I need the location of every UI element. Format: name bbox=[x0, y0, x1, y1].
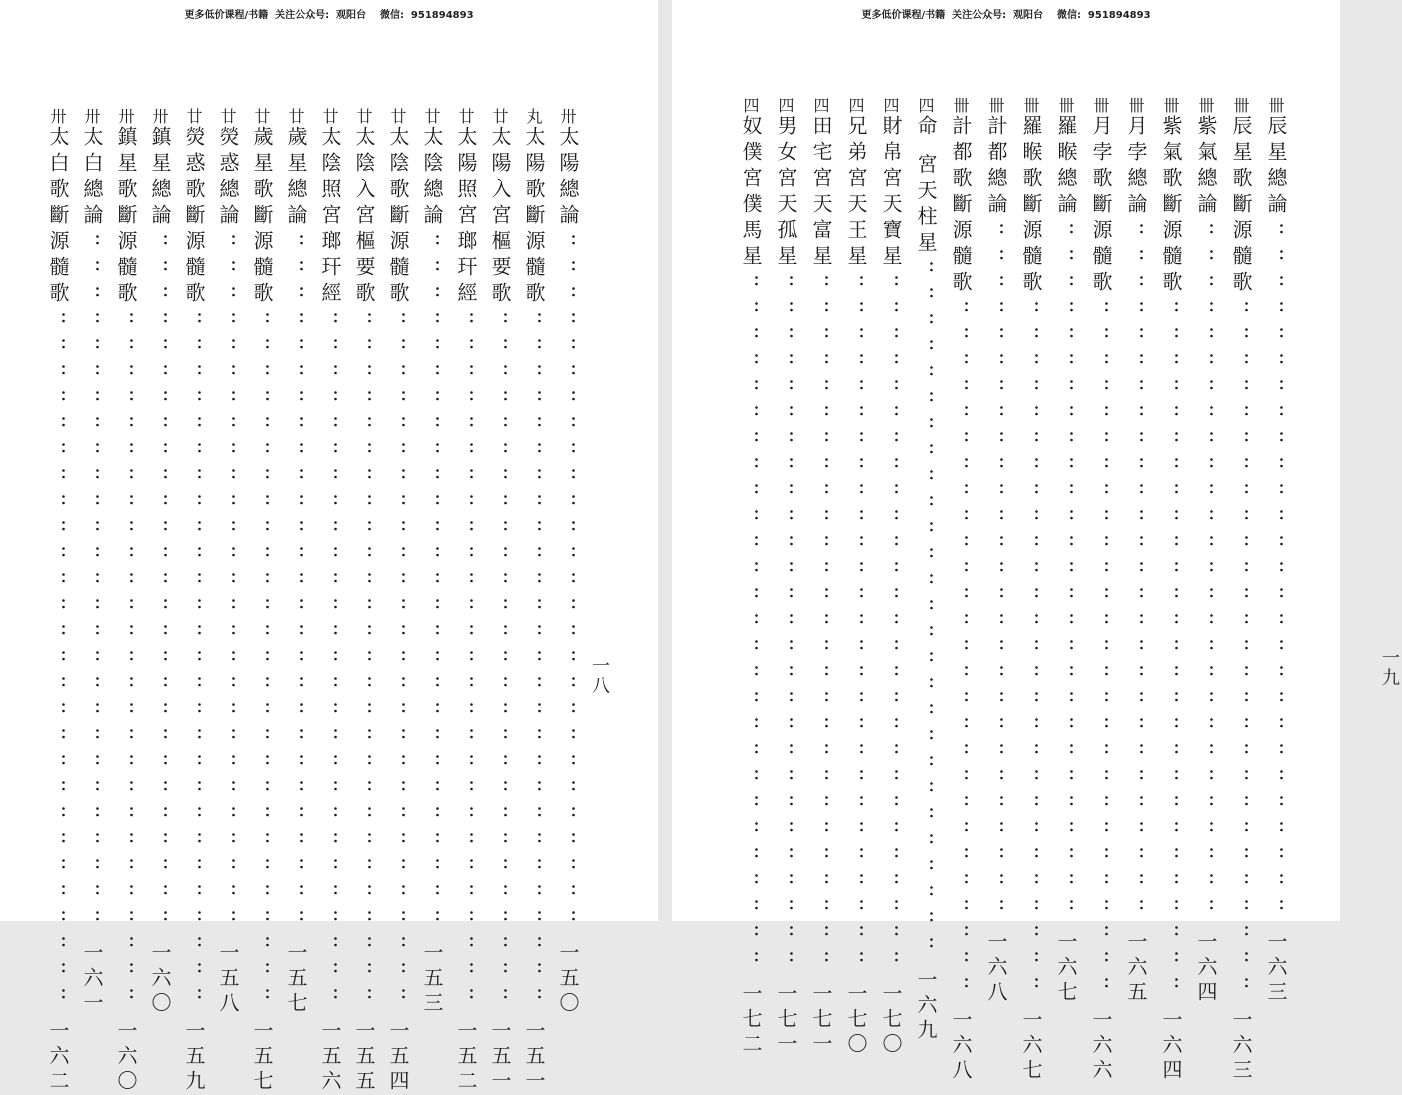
entry-title: 太白歌斷源髓歌 bbox=[46, 126, 70, 308]
entry-page-number: 一五七 bbox=[284, 942, 308, 1017]
toc-entry bbox=[773, 96, 799, 1058]
entry-title: 辰星歌斷源髓歌 bbox=[1229, 115, 1253, 297]
toc-entry bbox=[521, 107, 547, 1095]
entry-number: 卅 bbox=[50, 107, 66, 126]
entry-title: 太陰照宮瑯玕經 bbox=[318, 126, 342, 308]
entry-number: 廿 bbox=[424, 107, 440, 126]
dot-leader: ：：：：：：：：：：：：：：：：：：：：：：：：：：： bbox=[423, 234, 442, 936]
toc-entry bbox=[45, 107, 71, 1095]
dot-leader: ：：：：：：：：：：：：：：：：：：：：：：：：：：： bbox=[1022, 301, 1041, 1003]
dot-leader: ：：：：：：：：：：：：：：：：：：：：：：：：：：： bbox=[1232, 301, 1251, 1003]
entry-page-number: 一五九 bbox=[182, 1020, 206, 1095]
entry-page-number: 一六七 bbox=[1054, 931, 1078, 1006]
entry-number: 廿 bbox=[322, 107, 338, 126]
page-header: 更多低价课程/书籍 关注公众号: 观阳台 微信: 951894893 bbox=[184, 10, 474, 21]
entry-number: 卅 bbox=[84, 107, 100, 126]
dot-leader: ：：：：：：：：：：：：：：：：：：：：：：：：：：： bbox=[457, 312, 476, 1014]
entry-title: 羅睺歌斷源髓歌 bbox=[1019, 115, 1043, 297]
entry-page-number: 一七二 bbox=[739, 983, 763, 1058]
toc-entry bbox=[1158, 96, 1184, 1084]
dot-leader: ：：：：：：：：：：：：：：：：：：：：：：：：：：： bbox=[219, 234, 238, 936]
entry-title: 鎮星總論 bbox=[148, 126, 172, 230]
dot-leader: ：：：：：：：：：：：：：：：：：：：：：：：：：：： bbox=[117, 312, 136, 1014]
entry-page-number: 一六〇 bbox=[114, 1020, 138, 1095]
entry-page-number: 一五八 bbox=[216, 942, 240, 1017]
entry-page-number: 一七一 bbox=[774, 983, 798, 1058]
toc-entry bbox=[1088, 96, 1114, 1084]
entry-page-number: 一六四 bbox=[1194, 931, 1218, 1006]
entry-number: 卅 bbox=[152, 107, 168, 126]
dot-leader: ：：：：：：：：：：：：：：：：：：：：：：：：：：： bbox=[917, 261, 936, 964]
dot-leader: ：：：：：：：：：：：：：：：：：：：：：：：：：：： bbox=[83, 234, 102, 936]
page-number: 一八 bbox=[589, 656, 610, 696]
dot-leader: ：：：：：：：：：：：：：：：：：：：：：：：：：：： bbox=[1162, 301, 1181, 1003]
entry-title: 太陰入宮樞要歌 bbox=[352, 126, 376, 308]
entry-number: 丸 bbox=[526, 107, 542, 126]
entry-number: 四 bbox=[883, 96, 899, 115]
entry-title: 太陽總論 bbox=[556, 126, 580, 230]
dot-leader: ：：：：：：：：：：：：：：：：：：：：：：：：：：： bbox=[742, 275, 761, 977]
entry-number: 卌 bbox=[988, 96, 1004, 115]
toc-entry bbox=[1228, 96, 1254, 1084]
toc-entry bbox=[419, 107, 445, 1017]
entry-title: 羅睺總論 bbox=[1054, 115, 1078, 219]
dot-leader: ：：：：：：：：：：：：：：：：：：：：：：：：：：： bbox=[525, 312, 544, 1014]
toc-entry bbox=[1123, 96, 1149, 1006]
entry-page-number: 一五〇 bbox=[556, 942, 580, 1017]
toc-entry bbox=[878, 96, 904, 1058]
toc-entry bbox=[113, 107, 139, 1095]
entry-number: 卌 bbox=[1128, 96, 1144, 115]
entry-number: 廿 bbox=[254, 107, 270, 126]
entry-number: 卌 bbox=[1233, 96, 1249, 115]
entry-page-number: 一六三 bbox=[1264, 931, 1288, 1006]
entry-title: 紫氣總論 bbox=[1194, 115, 1218, 219]
entry-page-number: 一六九 bbox=[914, 969, 938, 1045]
dot-leader: ：：：：：：：：：：：：：：：：：：：：：：：：：：： bbox=[559, 234, 578, 936]
entry-page-number: 一五七 bbox=[250, 1020, 274, 1095]
entry-title: 財帛宮天寶星 bbox=[879, 115, 903, 271]
dot-leader: ：：：：：：：：：：：：：：：：：：：：：：：：：：： bbox=[1057, 223, 1076, 925]
entry-title: 奴僕宮僕馬星 bbox=[739, 115, 763, 271]
entry-title: 男女宮天孤星 bbox=[774, 115, 798, 271]
entry-page-number: 一六八 bbox=[949, 1009, 973, 1084]
entry-number: 卌 bbox=[1058, 96, 1074, 115]
entry-page-number: 一五三 bbox=[420, 942, 444, 1017]
dot-leader: ：：：：：：：：：：：：：：：：：：：：：：：：：：： bbox=[253, 312, 272, 1014]
entry-title: 辰星總論 bbox=[1264, 115, 1288, 219]
entry-page-number: 一六一 bbox=[80, 942, 104, 1017]
toc-entry bbox=[181, 107, 207, 1095]
entry-page-number: 一五二 bbox=[454, 1020, 478, 1095]
entry-title: 鎮星歌斷源髓歌 bbox=[114, 126, 138, 308]
entry-number: 四 bbox=[813, 96, 829, 115]
entry-page-number: 一六三 bbox=[1229, 1009, 1253, 1084]
dot-leader: ：：：：：：：：：：：：：：：：：：：：：：：：：：： bbox=[1127, 223, 1146, 925]
entry-page-number: 一六二 bbox=[46, 1020, 70, 1095]
dot-leader: ：：：：：：：：：：：：：：：：：：：：：：：：：：： bbox=[151, 234, 170, 936]
toc-entry bbox=[317, 107, 343, 1095]
toc-entry bbox=[1193, 96, 1219, 1006]
toc-entry bbox=[487, 107, 513, 1095]
entry-page-number: 一六六 bbox=[1089, 1009, 1113, 1084]
dot-leader: ：：：：：：：：：：：：：：：：：：：：：：：：：：： bbox=[1197, 223, 1216, 925]
entry-page-number: 一六〇 bbox=[148, 942, 172, 1017]
entry-title: 太陽入宮樞要歌 bbox=[488, 126, 512, 308]
dot-leader: ：：：：：：：：：：：：：：：：：：：：：：：：：：： bbox=[987, 223, 1006, 925]
left-page bbox=[0, 0, 658, 1095]
toc-entry bbox=[1053, 96, 1079, 1006]
entry-title: 熒惑總論 bbox=[216, 126, 240, 230]
toc-entry bbox=[147, 107, 173, 1017]
entry-number: 廿 bbox=[356, 107, 372, 126]
entry-title: 兄弟宮天王星 bbox=[844, 115, 868, 271]
page-number: 一九 bbox=[1379, 648, 1400, 688]
entry-number: 卌 bbox=[953, 96, 969, 115]
toc-entry bbox=[843, 96, 869, 1058]
toc-entry bbox=[385, 107, 411, 1095]
entry-page-number: 一五六 bbox=[318, 1020, 342, 1095]
entry-number: 四 bbox=[778, 96, 794, 115]
entry-page-number: 一五一 bbox=[522, 1020, 546, 1095]
toc-entry bbox=[283, 107, 309, 1017]
entry-page-number: 一六八 bbox=[984, 931, 1008, 1006]
entry-page-number: 一五一 bbox=[488, 1020, 512, 1095]
entry-number: 廿 bbox=[458, 107, 474, 126]
entry-number: 廿 bbox=[288, 107, 304, 126]
dot-leader: ：：：：：：：：：：：：：：：：：：：：：：：：：：： bbox=[812, 275, 831, 977]
entry-number: 卌 bbox=[1023, 96, 1039, 115]
dot-leader: ：：：：：：：：：：：：：：：：：：：：：：：：：：： bbox=[847, 275, 866, 977]
toc-entry bbox=[215, 107, 241, 1017]
dot-leader: ：：：：：：：：：：：：：：：：：：：：：：：：：：： bbox=[952, 301, 971, 1003]
entry-number: 四 bbox=[848, 96, 864, 115]
toc-entry bbox=[913, 96, 939, 1045]
toc-entry bbox=[983, 96, 1009, 1006]
toc-entry bbox=[948, 96, 974, 1084]
entry-title: 計都歌斷源髓歌 bbox=[949, 115, 973, 297]
toc-entry bbox=[351, 107, 377, 1095]
entry-page-number: 一五四 bbox=[386, 1020, 410, 1095]
entry-page-number: 一六七 bbox=[1019, 1009, 1043, 1084]
entry-number: 卌 bbox=[1268, 96, 1284, 115]
entry-number: 廿 bbox=[492, 107, 508, 126]
page-header: 更多低价课程/书籍 关注公众号: 观阳台 微信: 951894893 bbox=[861, 10, 1151, 21]
entry-page-number: 一七一 bbox=[809, 983, 833, 1058]
toc-entry bbox=[738, 96, 764, 1058]
entry-page-number: 一六五 bbox=[1124, 931, 1148, 1006]
dot-leader: ：：：：：：：：：：：：：：：：：：：：：：：：：：： bbox=[321, 312, 340, 1014]
entry-title: 月孛歌斷源髓歌 bbox=[1089, 115, 1113, 297]
entry-page-number: 一七〇 bbox=[844, 983, 868, 1058]
toc-entry bbox=[249, 107, 275, 1095]
dot-leader: ：：：：：：：：：：：：：：：：：：：：：：：：：：： bbox=[287, 234, 306, 936]
entry-page-number: 一六四 bbox=[1159, 1009, 1183, 1084]
entry-title: 田宅宮天富星 bbox=[809, 115, 833, 271]
entry-title: 命 宮天柱星 bbox=[914, 115, 938, 258]
toc-entry bbox=[808, 96, 834, 1058]
right-page bbox=[672, 0, 1400, 1084]
entry-number: 卅 bbox=[560, 107, 576, 126]
dot-leader: ：：：：：：：：：：：：：：：：：：：：：：：：：：： bbox=[1267, 223, 1286, 925]
entry-title: 歲星總論 bbox=[284, 126, 308, 230]
dot-leader: ：：：：：：：：：：：：：：：：：：：：：：：：：：： bbox=[49, 312, 68, 1014]
dot-leader: ：：：：：：：：：：：：：：：：：：：：：：：：：：： bbox=[777, 275, 796, 977]
dot-leader: ：：：：：：：：：：：：：：：：：：：：：：：：：：： bbox=[355, 312, 374, 1014]
entry-number: 卌 bbox=[1093, 96, 1109, 115]
dot-leader: ：：：：：：：：：：：：：：：：：：：：：：：：：：： bbox=[491, 312, 510, 1014]
toc-entry bbox=[1263, 96, 1289, 1006]
entry-title: 歲星歌斷源髓歌 bbox=[250, 126, 274, 308]
entry-page-number: 一五五 bbox=[352, 1020, 376, 1095]
toc-entry bbox=[555, 107, 581, 1017]
entry-number: 卅 bbox=[118, 107, 134, 126]
entry-title: 計都總論 bbox=[984, 115, 1008, 219]
dot-leader: ：：：：：：：：：：：：：：：：：：：：：：：：：：： bbox=[389, 312, 408, 1014]
toc-entry bbox=[1018, 96, 1044, 1084]
toc-entry bbox=[79, 107, 105, 1017]
entry-title: 紫氣歌斷源髓歌 bbox=[1159, 115, 1183, 297]
entry-number: 卌 bbox=[1198, 96, 1214, 115]
entry-number: 卌 bbox=[1163, 96, 1179, 115]
entry-title: 太陰歌斷源髓歌 bbox=[386, 126, 410, 308]
entry-title: 太陰總論 bbox=[420, 126, 444, 230]
entry-number: 四 bbox=[743, 96, 759, 115]
dot-leader: ：：：：：：：：：：：：：：：：：：：：：：：：：：： bbox=[882, 275, 901, 977]
entry-number: 廿 bbox=[220, 107, 236, 126]
entry-title: 月孛總論 bbox=[1124, 115, 1148, 219]
entry-page-number: 一七〇 bbox=[879, 983, 903, 1058]
toc-entry bbox=[453, 107, 479, 1095]
entry-number: 四 bbox=[918, 96, 934, 115]
entry-title: 太陽歌斷源髓歌 bbox=[522, 126, 546, 308]
dot-leader: ：：：：：：：：：：：：：：：：：：：：：：：：：：： bbox=[185, 312, 204, 1014]
entry-number: 廿 bbox=[186, 107, 202, 126]
dot-leader: ：：：：：：：：：：：：：：：：：：：：：：：：：：： bbox=[1092, 301, 1111, 1003]
entry-title: 太白總論 bbox=[80, 126, 104, 230]
entry-number: 廿 bbox=[390, 107, 406, 126]
entry-title: 熒惑歌斷源髓歌 bbox=[182, 126, 206, 308]
entry-title: 太陽照宮瑯玕經 bbox=[454, 126, 478, 308]
